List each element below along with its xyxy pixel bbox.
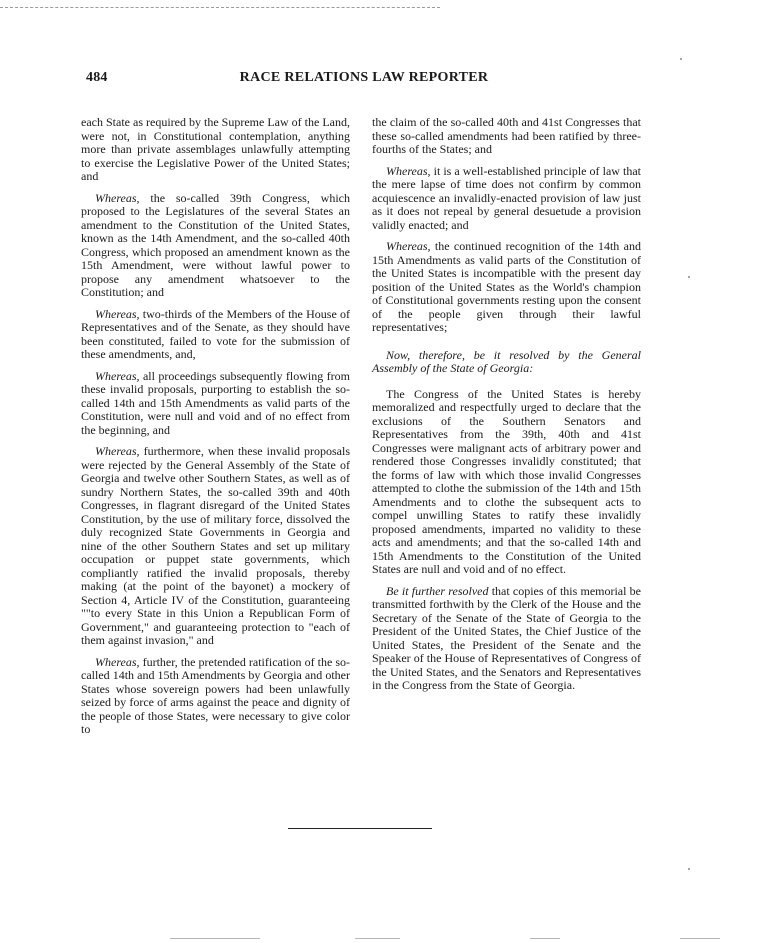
page-header [86,70,642,90]
scan-speck [688,868,690,870]
paragraph-text: the claim of the so-called 40th and 41st Congresses that these so-called amendments had been ratified by three-fourths of the States; and [372,115,641,156]
page-number: 484 [86,70,108,85]
paragraph-text: it is a well-established principle of law that the mere lapse of time does not confirm by common acquiescence an invalidly-enacted provision of law just as it does not repeal by general desuetude a provision validly enacted; and [372,163,641,232]
paragraph-text: all proceedings subsequently flowing from these invalid proposals, purporting to establish the so-called 14th and 15th Amendments as valid parts of the Constitution, were null and void and of no effect from the beginning, and [81,368,350,437]
paragraph-lead: Be it further resolved [386,583,489,598]
paragraph [81,370,350,438]
paragraph-text: the continued recognition of the 14th and 15th Amendments as valid parts of the Constitution of the United States is incompatible with the present day position of the United States as the World's champion of Constitutional governments resting upon the consent of the people given through their lawful representatives; [372,239,641,334]
paragraph-lead: Whereas, [95,306,140,321]
paragraph [372,388,641,577]
paragraph-text: The Congress of the United States is hereby memoralized and respectfully urged to declare that the exclusions of the Southern Senators and Representatives from the 39th, 40th and 41st Congresses were malignant acts of arbitrary power and rendered those Congresses invalidly constituted; that the forms of law with which those invalid Congresses attempted to clothe the submission of the 14th and 15th Amendments and to clothe the subsequent acts to compel unwilling States to ratify these invalidly proposed amendments, imparted no validity to these acts and amendments; and that the so-called 14th and 15th Amendments to the Constitution of the United States are null and void and of no effect. [372,386,641,576]
resolution-heading [372,349,641,376]
running-head: RACE RELATIONS LAW REPORTER [239,70,489,85]
paragraph-text: further, the pretended ratification of the so-called 14th and 15th Amendments by Georgia and other States whose sovereign powers had been unlawfully seized by force of arms against the peace and dignity of the people of those States, were necessary to give color to [81,654,350,736]
paragraph-text: that copies of this memorial be transmitted forthwith by the Clerk of the House and the Secretary of the Senate of the State of Georgia to the President of the United States, the Chief Justice of the United States, the President of the Senate and the Speaker of the House of Representatives of Congress of the United States, and the Senators and Representatives in the Congress from the State of Georgia. [372,583,641,692]
scan-top-edge [0,7,440,8]
scan-artifact [530,938,560,939]
paragraph-lead: Whereas, [95,444,140,458]
paragraph-text: each State as required by the Supreme Law of the Land, were not, in Constitutional contemplation, anything more than private assemblages unlawfully attempting to exercise the Legislative Power of the United States; and [81,115,350,183]
paragraph [81,656,350,737]
paragraph [372,116,641,157]
paragraph-lead: Whereas, [95,368,140,383]
paragraph [81,308,350,362]
paragraph-lead: Now, therefore, be it resolved by the General Assembly of the State of Georgia: [372,347,641,375]
scan-artifact [355,938,400,939]
paragraph [81,192,350,300]
paragraph-lead: Whereas, [95,654,140,669]
scan-artifact [170,938,260,939]
end-rule [288,828,432,829]
paragraph [81,445,350,648]
paragraph [372,240,641,335]
paragraph-lead: Whereas, [386,239,431,253]
paragraph-lead: Whereas, [95,190,140,205]
paragraph [372,165,641,233]
paragraph-lead: Whereas, [386,163,431,178]
paragraph [81,116,350,184]
left-column [81,116,350,745]
paragraph-text: two-thirds of the Members of the House of Representatives and of the Senate, as they should have been constituted, failed to vote for the submission of these amendments, and, [81,306,350,361]
right-column [372,116,641,701]
paragraph-text: furthermore, when these invalid proposals were rejected by the General Assembly of the State of Georgia and twelve other Southern States, as well as of sundry Northern States, the so-called 39th and 40th Congresses, in flagrant disregard of the United States Constitution, by the use of military force, dissolved the duly recognized State Governments in Georgia and nine of the other Southern States and set up military occupation or puppet state governments, which compliantly ratified the invalid proposals, thereby making (at the point of the bayonet) a mockery of Section 4, Article IV of the Constitution, guaranteeing ""to every State in this Union a Republican Form of Government," and guaranteeing protection to "each of them against invasion," and [81,444,350,647]
paragraph-text: the so-called 39th Congress, which proposed to the Legislatures of the several States an amendment to the Constitution of the United States, known as the 14th Amendment, and the so-called 40th Congress, which proposed an amendment known as the 15th Amendment, were without lawful power to propose any amendment whatsoever to the Constitution; and [81,190,350,299]
scan-speck [680,58,682,60]
scan-artifact [680,938,720,939]
scan-speck [688,276,690,278]
paragraph [372,585,641,693]
